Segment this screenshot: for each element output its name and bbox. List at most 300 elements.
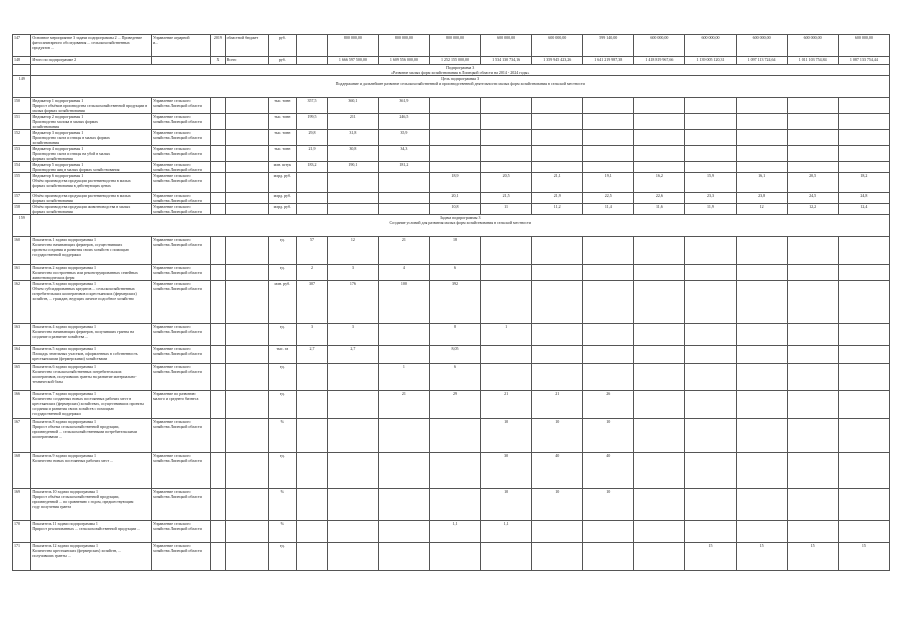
value-cell xyxy=(787,489,838,521)
source-cell xyxy=(225,521,268,543)
value-cell: 21 xyxy=(532,391,583,419)
value-cell xyxy=(736,364,787,391)
value-cell: 21,9 xyxy=(297,146,328,162)
value-cell: 1 641 219 987,38 xyxy=(583,57,634,65)
indicator-name-cell: Показатель 3 задачи подпрограммы 1 Объем субсидированных кредитов ... сельскохозяйственных потребительских кооперативов и крестьянских (фермерских) хозяйств, ... граждан, ведущих личное подсобное хозяйство xyxy=(31,281,152,324)
executor-cell: Управление сельского хозяйства Липецкой области xyxy=(152,419,211,453)
value-cell: 31,8 xyxy=(327,130,378,146)
value-cell xyxy=(787,98,838,114)
row-number-cell xyxy=(13,65,31,76)
value-cell xyxy=(838,346,889,364)
value-cell xyxy=(736,324,787,346)
value-cell xyxy=(787,346,838,364)
indicator-name-cell: Показатель 11 задачи подпрограммы 1 Прирост реализованных ... сельскохозяйственной продукции ... xyxy=(31,521,152,543)
value-cell xyxy=(297,521,328,543)
value-cell xyxy=(736,346,787,364)
row-number-cell: 164 xyxy=(13,346,31,364)
code-cell xyxy=(211,193,225,204)
executor-cell: Управление сельского хозяйства Липецкой области xyxy=(152,489,211,521)
value-cell xyxy=(429,146,480,162)
value-cell xyxy=(481,162,532,173)
row-number-cell: 157 xyxy=(13,193,31,204)
value-cell: 12,2 xyxy=(787,204,838,215)
value-cell: 40 xyxy=(532,453,583,489)
executor-cell: Управление сельского хозяйства Липецкой области xyxy=(152,281,211,324)
value-cell xyxy=(787,419,838,453)
value-cell xyxy=(378,419,429,453)
value-cell xyxy=(787,364,838,391)
executor-cell: Управление сельского хозяйства Липецкой области xyxy=(152,521,211,543)
value-cell xyxy=(634,364,685,391)
value-cell xyxy=(481,346,532,364)
value-cell xyxy=(583,281,634,324)
executor-cell: Управление сельского хозяйства Липецкой области xyxy=(152,98,211,114)
value-cell: 3 xyxy=(327,324,378,346)
unit-cell: млн. руб. xyxy=(268,281,297,324)
source-cell xyxy=(225,237,268,265)
value-cell: 1 534 130 734,16 xyxy=(481,57,532,65)
value-cell: 40 xyxy=(583,453,634,489)
value-cell: 6 xyxy=(429,364,480,391)
value-cell: 30 xyxy=(481,453,532,489)
value-cell xyxy=(685,98,736,114)
value-cell xyxy=(634,146,685,162)
value-cell: 600 000,00 xyxy=(481,35,532,57)
unit-cell: ед. xyxy=(268,391,297,419)
value-cell: 1 359 945 423,26 xyxy=(532,57,583,65)
value-cell xyxy=(736,98,787,114)
value-cell: 1 252 155 000,00 xyxy=(429,57,480,65)
value-cell: 16,2 xyxy=(634,173,685,193)
value-cell xyxy=(634,162,685,173)
value-cell xyxy=(378,324,429,346)
value-cell: 1,1 xyxy=(481,521,532,543)
value-cell: 57 xyxy=(297,237,328,265)
code-cell xyxy=(211,543,225,571)
value-cell xyxy=(838,364,889,391)
table-row xyxy=(13,130,890,146)
value-cell xyxy=(327,173,378,193)
value-cell xyxy=(532,237,583,265)
value-cell: 1 097 113 724,64 xyxy=(736,57,787,65)
value-cell xyxy=(532,281,583,324)
code-cell xyxy=(211,391,225,419)
value-cell xyxy=(297,204,328,215)
value-cell xyxy=(532,130,583,146)
value-cell: 24,5 xyxy=(787,193,838,204)
value-cell xyxy=(736,281,787,324)
executor-cell: Управление сельского хозяйства Липецкой области xyxy=(152,346,211,364)
table-row xyxy=(13,237,890,265)
table-row xyxy=(13,162,890,173)
row-number-cell: 161 xyxy=(13,265,31,281)
indicator-name-cell: Показатель 2 задачи подпрограммы 1 Количество построенных или реконструированных семейных животноводческих ферм xyxy=(31,265,152,281)
value-cell xyxy=(787,281,838,324)
value-cell xyxy=(583,114,634,130)
value-cell xyxy=(327,489,378,521)
value-cell xyxy=(685,489,736,521)
value-cell: 30,8 xyxy=(327,146,378,162)
value-cell xyxy=(297,364,328,391)
unit-cell: тыс. га xyxy=(268,346,297,364)
value-cell: 8 xyxy=(429,324,480,346)
value-cell xyxy=(481,98,532,114)
value-cell xyxy=(736,453,787,489)
value-cell: 600 000,00 xyxy=(685,35,736,57)
table-row xyxy=(13,114,890,130)
value-cell: 246,5 xyxy=(378,114,429,130)
value-cell: 800 000,00 xyxy=(429,35,480,57)
value-cell: 800 000,00 xyxy=(378,35,429,57)
value-cell xyxy=(685,391,736,419)
value-cell xyxy=(583,324,634,346)
indicator-name-cell: Показатель 6 задачи подпрограммы 1 Количество сельскохозяйственных потребительских кооперативов, получивших гранты на развитие материально- технической базы xyxy=(31,364,152,391)
indicator-name-cell: Индикатор 5 подпрограммы 1 Производство яиц в малых формах хозяйствования xyxy=(31,162,152,173)
executor-cell: Управление сельского хозяйства Липецкой области xyxy=(152,204,211,215)
value-cell xyxy=(532,324,583,346)
value-cell xyxy=(481,114,532,130)
table-row xyxy=(13,346,890,364)
value-cell: 600 000,00 xyxy=(736,35,787,57)
value-cell xyxy=(583,543,634,571)
value-cell xyxy=(736,391,787,419)
row-number-cell: 154 xyxy=(13,162,31,173)
value-cell: 600 000,00 xyxy=(838,35,889,57)
value-cell: 10 xyxy=(481,489,532,521)
unit-cell: млн. штук xyxy=(268,162,297,173)
row-number-cell: 165 xyxy=(13,364,31,391)
source-cell xyxy=(225,281,268,324)
value-cell xyxy=(838,146,889,162)
value-cell: 307 xyxy=(297,281,328,324)
unit-cell: % xyxy=(268,489,297,521)
value-cell: 600 000,00 xyxy=(787,35,838,57)
unit-cell: тыс. тонн xyxy=(268,98,297,114)
value-cell xyxy=(685,364,736,391)
value-cell xyxy=(838,281,889,324)
value-cell xyxy=(736,489,787,521)
value-cell: 21 xyxy=(378,391,429,419)
value-cell xyxy=(787,453,838,489)
executor-cell: Управление сельского хозяйства Липецкой области xyxy=(152,146,211,162)
value-cell xyxy=(327,419,378,453)
value-cell xyxy=(297,419,328,453)
value-cell xyxy=(297,489,328,521)
value-cell xyxy=(787,521,838,543)
executor-cell: Управление сельского хозяйства Липецкой области xyxy=(152,265,211,281)
value-cell xyxy=(838,265,889,281)
value-cell xyxy=(685,130,736,146)
value-cell xyxy=(481,237,532,265)
row-number-cell: 160 xyxy=(13,237,31,265)
value-cell xyxy=(297,453,328,489)
value-cell xyxy=(838,98,889,114)
value-cell xyxy=(532,543,583,571)
value-cell: 12 xyxy=(736,204,787,215)
value-cell xyxy=(532,162,583,173)
indicator-name-cell: Индикатор 4 подпрограммы 1 Производство скота и птицы на убой в малых формах хозяйствования xyxy=(31,146,152,162)
source-cell xyxy=(225,162,268,173)
indicator-name-cell: Показатель 7 задачи подпрограммы 1 Количество созданных новых постоянных рабочих мест в крестьянских (фермерских) хозяйствах, осуществивших проекты создания и развития своих хозяйств с помощью государственной поддержки xyxy=(31,391,152,419)
table-row xyxy=(13,419,890,453)
value-cell xyxy=(685,281,736,324)
value-cell: 16,1 xyxy=(736,173,787,193)
value-cell: 15 xyxy=(787,543,838,571)
program-indicators-table xyxy=(12,34,890,571)
table-row xyxy=(13,98,890,114)
value-cell: 10 xyxy=(532,489,583,521)
value-cell xyxy=(787,146,838,162)
value-cell xyxy=(583,265,634,281)
section-heading-cell: Задача подпрограммы 3 Создание условий для развития малых форм хозяйствования в сельской местности xyxy=(31,215,890,237)
row-number-cell: 166 xyxy=(13,391,31,419)
unit-cell: ед. xyxy=(268,324,297,346)
value-cell xyxy=(378,173,429,193)
value-cell xyxy=(634,281,685,324)
source-cell xyxy=(225,543,268,571)
value-cell xyxy=(481,281,532,324)
table-row xyxy=(13,489,890,521)
unit-cell: млрд. руб. xyxy=(268,173,297,193)
value-cell: 18 xyxy=(429,237,480,265)
value-cell xyxy=(297,35,328,57)
value-cell: 2,7 xyxy=(327,346,378,364)
value-cell xyxy=(429,114,480,130)
table-row xyxy=(13,65,890,76)
value-cell: 29,8 xyxy=(297,130,328,146)
table-row xyxy=(13,281,890,324)
value-cell xyxy=(787,162,838,173)
value-cell xyxy=(583,364,634,391)
value-cell xyxy=(634,346,685,364)
value-cell: 11 xyxy=(481,204,532,215)
unit-cell: руб. xyxy=(268,35,297,57)
table-row xyxy=(13,57,890,65)
value-cell: 24,8 xyxy=(838,193,889,204)
value-cell: 18,9 xyxy=(429,173,480,193)
value-cell: 20,5 xyxy=(787,173,838,193)
row-number-cell: 167 xyxy=(13,419,31,453)
value-cell: 361,9 xyxy=(378,98,429,114)
indicator-name-cell: Показатель 5 задачи подпрограммы 1 Площадь земельных участков, оформленных в собственность крестьянскими (фермерскими) хозяйствами xyxy=(31,346,152,364)
table-row xyxy=(13,265,890,281)
unit-cell: тыс. тонн xyxy=(268,130,297,146)
code-cell: Х xyxy=(211,57,225,65)
value-cell xyxy=(838,324,889,346)
section-heading-cell: Цель подпрограммы 3 Поддержание и дальнейшее развитие сельскохозяйственной и производственной деятельности малых форм хозяйствования в сельской местности xyxy=(31,76,890,98)
table-row xyxy=(13,364,890,391)
value-cell xyxy=(634,453,685,489)
value-cell: 357,5 xyxy=(297,98,328,114)
value-cell xyxy=(634,543,685,571)
value-cell xyxy=(297,57,328,65)
value-cell xyxy=(532,364,583,391)
value-cell: 23,8 xyxy=(736,193,787,204)
executor-cell: Управление сельского хозяйства Липецкой области xyxy=(152,324,211,346)
value-cell xyxy=(838,391,889,419)
unit-cell: ед. xyxy=(268,237,297,265)
code-cell: 2019 xyxy=(211,35,225,57)
code-cell xyxy=(211,146,225,162)
value-cell xyxy=(838,489,889,521)
executor-cell: Управление сельского хозяйства Липецкой области xyxy=(152,173,211,193)
unit-cell: тыс. тонн xyxy=(268,146,297,162)
value-cell xyxy=(327,193,378,204)
value-cell xyxy=(787,391,838,419)
executor-cell: Управление сельского хозяйства Липецкой области xyxy=(152,114,211,130)
source-cell xyxy=(225,130,268,146)
value-cell: 12 xyxy=(327,237,378,265)
unit-cell: ед. xyxy=(268,543,297,571)
value-cell xyxy=(685,265,736,281)
value-cell xyxy=(787,237,838,265)
value-cell xyxy=(685,419,736,453)
value-cell: 1,1 xyxy=(429,521,480,543)
indicator-name-cell: Показатель 10 задачи подпрограммы 1 Прирост объёма сельскохозяйственной продукции, произведенной ... по сравнению с годом, предшествующим году получения гранта xyxy=(31,489,152,521)
value-cell: 11,4 xyxy=(583,204,634,215)
value-cell xyxy=(327,204,378,215)
value-cell: 15 xyxy=(685,543,736,571)
value-cell xyxy=(583,146,634,162)
value-cell: 22,6 xyxy=(634,193,685,204)
executor-cell xyxy=(152,57,211,65)
value-cell: 15 xyxy=(838,543,889,571)
value-cell xyxy=(327,364,378,391)
row-number-cell: 170 xyxy=(13,521,31,543)
table-row xyxy=(13,215,890,237)
indicator-name-cell: Индикатор 1 подпрограммы 1 Прирост объёмов производства сельскохозяйственной продукции в малых формах хозяйствования xyxy=(31,98,152,114)
value-cell xyxy=(297,543,328,571)
source-cell xyxy=(225,193,268,204)
code-cell xyxy=(211,130,225,146)
code-cell xyxy=(211,324,225,346)
value-cell xyxy=(838,130,889,146)
value-cell xyxy=(634,98,685,114)
row-number-cell: 152 xyxy=(13,130,31,146)
value-cell: 19,1 xyxy=(583,173,634,193)
table-row xyxy=(13,391,890,419)
value-cell xyxy=(736,162,787,173)
value-cell xyxy=(736,237,787,265)
table-row xyxy=(13,204,890,215)
value-cell: 1 418 819 967,66 xyxy=(634,57,685,65)
source-cell xyxy=(225,146,268,162)
table-row xyxy=(13,521,890,543)
source-cell xyxy=(225,364,268,391)
value-cell xyxy=(532,146,583,162)
value-cell: 599 140,00 xyxy=(583,35,634,57)
row-number-cell: 163 xyxy=(13,324,31,346)
value-cell xyxy=(685,324,736,346)
value-cell xyxy=(532,265,583,281)
code-cell xyxy=(211,521,225,543)
value-cell: 21,5 xyxy=(481,193,532,204)
value-cell xyxy=(634,237,685,265)
value-cell: 11,2 xyxy=(532,204,583,215)
value-cell xyxy=(378,489,429,521)
value-cell xyxy=(583,521,634,543)
indicator-name-cell: Показатель 9 задачи подпрограммы 1 Количество новых постоянных рабочих мест ... xyxy=(31,453,152,489)
value-cell: 6 xyxy=(429,265,480,281)
source-cell xyxy=(225,204,268,215)
value-cell xyxy=(532,98,583,114)
table-row xyxy=(13,76,890,98)
indicator-name-cell: Показатель 12 задачи подпрограммы 1 Количество крестьянских (фермерских) хозяйств, ... получивших гранты ... xyxy=(31,543,152,571)
value-cell xyxy=(378,521,429,543)
value-cell: 20,1 xyxy=(429,193,480,204)
value-cell xyxy=(481,265,532,281)
value-cell: 2 xyxy=(297,265,328,281)
value-cell: 190,1 xyxy=(327,162,378,173)
value-cell: 34,3 xyxy=(378,146,429,162)
value-cell xyxy=(583,237,634,265)
indicator-name-cell: Индикатор 6 подпрограммы 1 Объём производства продукции растениеводства в малых формах хозяйствования в действующих ценах xyxy=(31,173,152,193)
value-cell: 10 xyxy=(532,419,583,453)
value-cell xyxy=(685,114,736,130)
value-cell: 10 xyxy=(583,489,634,521)
code-cell xyxy=(211,281,225,324)
value-cell xyxy=(787,265,838,281)
value-cell xyxy=(583,130,634,146)
row-number-cell: 168 xyxy=(13,453,31,489)
code-cell xyxy=(211,162,225,173)
value-cell xyxy=(634,521,685,543)
value-cell xyxy=(685,346,736,364)
value-cell xyxy=(327,521,378,543)
value-cell xyxy=(297,391,328,419)
value-cell: 20,5 xyxy=(481,173,532,193)
value-cell: 26 xyxy=(583,391,634,419)
unit-cell: ед. xyxy=(268,265,297,281)
indicator-name-cell: Объём производства продукции растениеводства в малых формах хозяйствования xyxy=(31,193,152,204)
unit-cell: % xyxy=(268,521,297,543)
source-cell xyxy=(225,173,268,193)
indicator-name-cell: Индикатор 2 подпрограммы 1 Производство молока в малых формах хозяйствования xyxy=(31,114,152,130)
indicator-name-cell: Показатель 4 задачи подпрограммы 1 Количество начинающих фермеров, получивших гранты на создание и развитие хозяйства ... xyxy=(31,324,152,346)
value-cell: 4 xyxy=(378,265,429,281)
value-cell: 3 xyxy=(327,265,378,281)
value-cell: 35,9 xyxy=(378,130,429,146)
value-cell: 15 xyxy=(736,543,787,571)
value-cell xyxy=(327,453,378,489)
executor-cell: Управление сельского хозяйства Липецкой области xyxy=(152,364,211,391)
value-cell xyxy=(634,265,685,281)
value-cell xyxy=(378,543,429,571)
unit-cell: ед. xyxy=(268,364,297,391)
value-cell: 12,4 xyxy=(838,204,889,215)
value-cell xyxy=(297,173,328,193)
value-cell xyxy=(838,237,889,265)
table-row xyxy=(13,543,890,571)
value-cell xyxy=(634,114,685,130)
value-cell xyxy=(685,453,736,489)
executor-cell: Управление сельского хозяйства Липецкой области xyxy=(152,162,211,173)
unit-cell: ед. xyxy=(268,453,297,489)
value-cell xyxy=(634,324,685,346)
value-cell xyxy=(685,237,736,265)
value-cell xyxy=(685,521,736,543)
value-cell xyxy=(327,543,378,571)
table-row xyxy=(13,146,890,162)
value-cell xyxy=(583,346,634,364)
code-cell xyxy=(211,346,225,364)
value-cell: 21,9 xyxy=(532,193,583,204)
source-cell xyxy=(225,265,268,281)
value-cell xyxy=(634,489,685,521)
executor-cell: Управление сельского хозяйства Липецкой области xyxy=(152,193,211,204)
value-cell: 10 xyxy=(583,419,634,453)
value-cell: 11,9 xyxy=(685,204,736,215)
